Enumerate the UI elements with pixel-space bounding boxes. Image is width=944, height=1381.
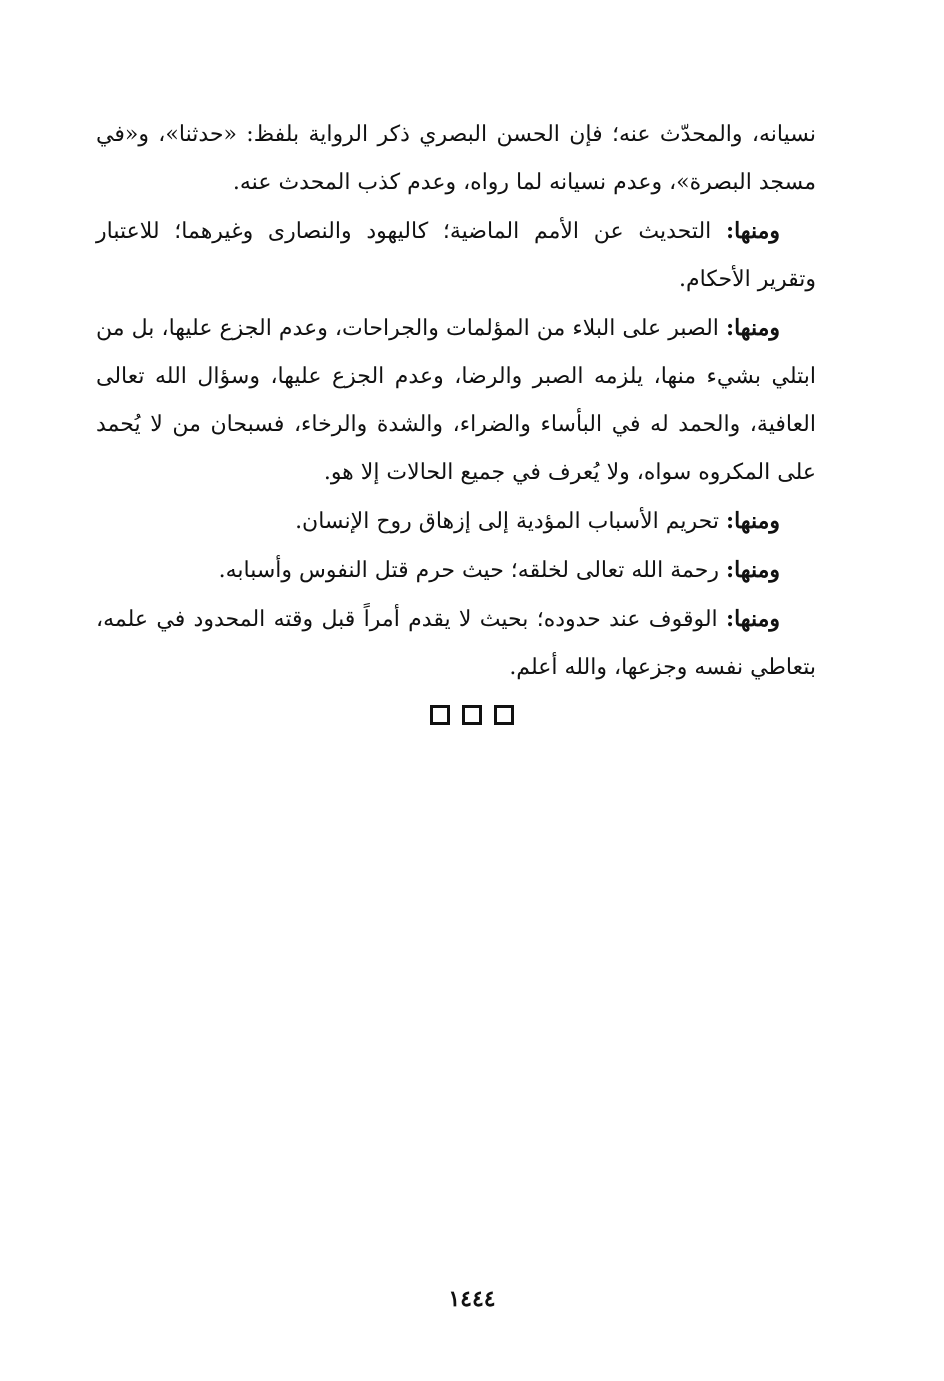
paragraph-lead: ومنها:	[725, 508, 780, 534]
triple-square-ornament-icon	[0, 705, 944, 725]
paragraph-1	[96, 110, 816, 207]
square-ornament-icon	[462, 705, 482, 725]
paragraph-4	[96, 497, 816, 546]
paragraph-text: الصبر على البلاء من المؤلمات والجراحات، وعدم الجزع عليها، بل من ابتلي بشيء منها، يلزمه الصبر والرضا، وعدم الجزع عليها، وسؤال الله تعالى العافية، والحمد له في البأساء والضراء، والشدة والرخاء، فسبحان من لا يُحمد على المكروه سواه، ولا يُعرف في جميع الحالات إلا هو.	[96, 316, 816, 485]
paragraph-text: التحديث عن الأمم الماضية؛ كاليهود والنصارى وغيرهما؛ للاعتبار وتقرير الأحكام.	[96, 219, 816, 292]
paragraph-text: تحريم الأسباب المؤدية إلى إزهاق روح الإنسان.	[295, 509, 726, 534]
paragraph-lead: ومنها:	[725, 315, 780, 341]
paragraph-lead: ومنها:	[725, 606, 780, 632]
paragraph-text: الوقوف عند حدوده؛ بحيث لا يقدم أمراً قبل وقته المحدود في علمه، بتعاطي نفسه وجزعها، والله أعلم.	[96, 607, 816, 680]
paragraph-6	[96, 595, 816, 692]
body-text	[96, 110, 816, 692]
paragraph-text: نسيانه، والمحدّث عنه؛ فإن الحسن البصري ذكر الرواية بلفظ: «حدثنا»، و«في مسجد البصرة»، وعدم نسيانه لما رواه، وعدم كذب المحدث عنه.	[96, 122, 816, 195]
paragraph-lead: ومنها:	[725, 557, 780, 583]
paragraph-2	[96, 207, 816, 304]
paragraph-3	[96, 304, 816, 497]
square-ornament-icon	[430, 705, 450, 725]
square-ornament-icon	[494, 705, 514, 725]
page-number: ١٤٤٤	[448, 1286, 496, 1312]
paragraph-lead: ومنها:	[725, 218, 780, 244]
paragraph-5	[96, 546, 816, 595]
paragraph-text: رحمة الله تعالى لخلقه؛ حيث حرم قتل النفوس وأسبابه.	[218, 558, 726, 583]
